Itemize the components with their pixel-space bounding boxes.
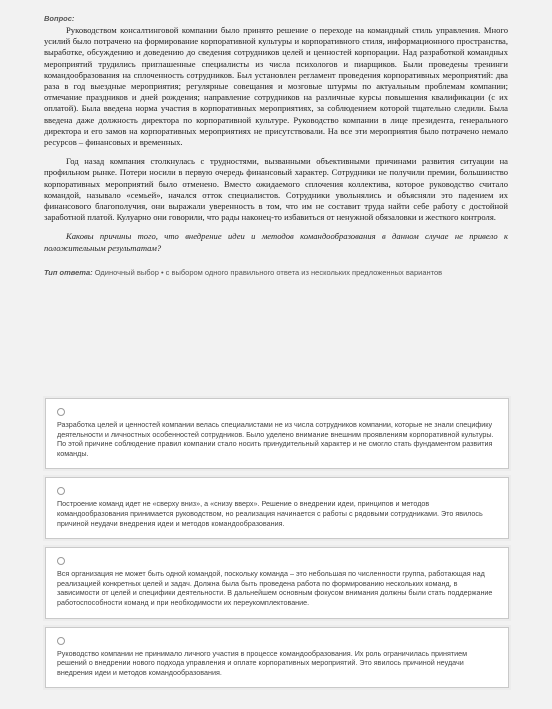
question-label: Вопрос: [44,14,75,23]
question-paragraph-1: Руководством консалтинговой компании было принято решение о переходе на командный стиль управления. Много усилий было потрачено на формирование корпоративной культуры и корпоративного стиля, информационного пространства, выработке, обсуждению и доведению до сведения сотрудников целей и ценностей корпорации. Над разработкой командных мероприятий трудились приглашенные специалисты из числа психологов и пиарщиков. Были проведены тренинги командообразования на сплоченность сотрудников. Был установлен регламент проведения корпоративных мероприятий: два раза в год выездные мероприятия; регулярные совещания и мозговые штурмы по актуальным проблемам компании; отмечание праздников и дней рождения; направление сотрудников на различные курсы повышения квалификации (с их оплатой). Была введена норма участия в корпоративных мероприятиях, за соблюдением которой тщательно следили. Была введена даже должность директора по корпоративной культуре. Руководство компании в лице президента, генерального директора и его замов на корпоративных мероприятиях не присутствовали. На все эти мероприятия было потрачено немало ресурсов – финансовых и временных. [44,25,508,148]
question-prompt: Каковы причины того, что внедрение идеи и методов командообразования в данном случае не привело к положительным результатам? [44,231,508,253]
answer-option-text: Вся организация не может быть одной командой, поскольку команда – это небольшая по численности группа, работающая над реализацией конкретных целей и задач. Должна была быть проведена работа по формированию нескольких команд, в зависимости от целей и специфики деятельности. В дальнейшем основным фокусом внимания должны были стать поддержание работоспособности команд и при необходимости их переукомплектование. [57,569,493,607]
answer-option-1[interactable] [45,398,509,469]
radio-button[interactable] [57,557,65,565]
answer-option-4[interactable] [45,627,509,689]
radio-button[interactable] [57,637,65,645]
answer-option-2[interactable] [45,477,509,539]
question-text [44,25,508,254]
question-paragraph-2: Год назад компания столкнулась с трудностями, вызванными объективными причинами развития ситуации на профильном рынке. Потери носили в первую очередь финансовый характер. Сотрудники не получили премии, большинство корпоративных мероприятий было отменено. Вместо ожидаемого сплочения коллектива, которое руководство считало командой, называло «семьей», начался отток специалистов. Сотрудники увольнялись и объясняли это падением их финансового благополучия, они выражали уверенность в том, что им не составит труда найти себе работу с достойной заработной платой. Кулуарно они говорили, что рады наконец-то избавиться от ненужной обязаловки и жесткого контроля. [44,156,508,223]
radio-button[interactable] [57,408,65,416]
radio-button[interactable] [57,487,65,495]
answer-type-label: Тип ответа: [44,267,93,277]
answer-type-value: Одиночный выбор • с выбором одного правильного ответа из нескольких предложенных вариантов [94,267,443,277]
answer-type [44,268,508,277]
answer-options [45,398,509,696]
answer-option-text: Руководство компании не принимало личного участия в процессе командообразования. Их роль ограничилась принятием решений о внедрении нового подхода управления и оплате корпоративных мероприятий. Это явилось причиной неудачи внедрения идеи и методов командообразования. [57,648,468,677]
answer-option-text: Построение команд идет не «сверху вниз», а «снизу вверх». Решение о внедрении идеи, принципов и методов командообразования принимается руководством, но реализация начинается с работы с рядовыми сотрудниками. Это явилось причиной неудачи внедрения идеи и методов командообразования. [57,499,483,528]
answer-option-3[interactable] [45,547,509,618]
answer-option-text: Разработка целей и ценностей компании велась специалистами не из числа сотрудников компании, которые не знали специфику деятельности и личностных особенностей сотрудников. Было уделено внимание внешним проявлениям корпоративной культуры. По этой причине соблюдение правил компании стало носить принудительный характер и не смогло стать фундаментом развития команды. [57,420,494,458]
